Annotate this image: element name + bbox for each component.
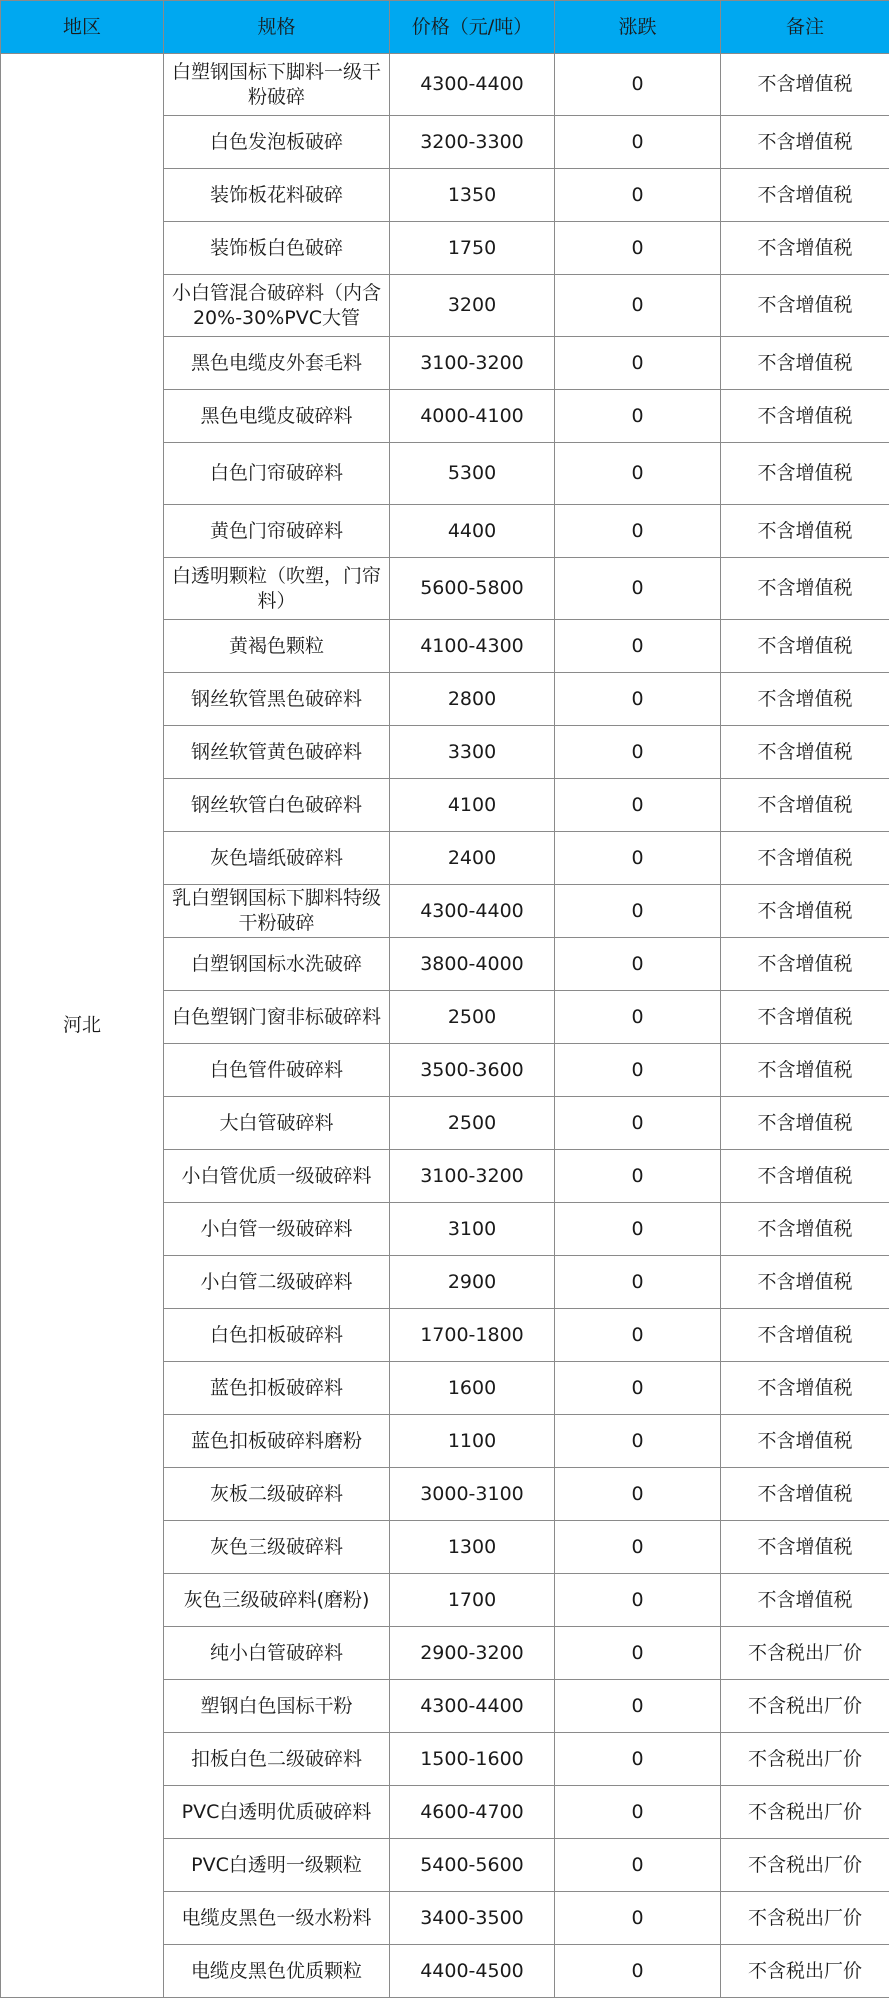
price-cell: 4400 [390, 505, 555, 558]
header-note: 备注 [721, 1, 889, 54]
change-cell: 0 [555, 337, 721, 390]
price-cell: 4400-4500 [390, 1945, 555, 1998]
note-cell: 不含税出厂价 [721, 1892, 889, 1945]
note-cell: 不含增值税 [721, 1362, 889, 1415]
note-cell: 不含增值税 [721, 1044, 889, 1097]
table-body [1, 54, 889, 1998]
change-cell: 0 [555, 116, 721, 169]
price-cell: 3500-3600 [390, 1044, 555, 1097]
note-cell: 不含税出厂价 [721, 1945, 889, 1998]
note-cell: 不含税出厂价 [721, 1786, 889, 1839]
note-cell: 不含税出厂价 [721, 1839, 889, 1892]
change-cell: 0 [555, 505, 721, 558]
spec-cell: 灰板二级破碎料 [164, 1468, 390, 1521]
header-spec: 规格 [164, 1, 390, 54]
price-cell: 2800 [390, 673, 555, 726]
change-cell: 0 [555, 991, 721, 1044]
note-cell: 不含增值税 [721, 726, 889, 779]
spec-cell: 白色管件破碎料 [164, 1044, 390, 1097]
spec-cell: 扣板白色二级破碎料 [164, 1733, 390, 1786]
price-cell: 3200 [390, 275, 555, 337]
note-cell: 不含增值税 [721, 116, 889, 169]
change-cell: 0 [555, 1256, 721, 1309]
change-cell: 0 [555, 169, 721, 222]
spec-cell: 白色发泡板破碎 [164, 116, 390, 169]
price-cell: 5300 [390, 443, 555, 505]
region-cell: 河北 [1, 54, 164, 1998]
change-cell: 0 [555, 938, 721, 991]
price-cell: 2500 [390, 1097, 555, 1150]
change-cell: 0 [555, 443, 721, 505]
note-cell: 不含增值税 [721, 443, 889, 505]
price-cell: 3800-4000 [390, 938, 555, 991]
price-cell: 4300-4400 [390, 1680, 555, 1733]
spec-cell: 黑色电缆皮外套毛料 [164, 337, 390, 390]
change-cell: 0 [555, 1468, 721, 1521]
note-cell: 不含增值税 [721, 54, 889, 116]
change-cell: 0 [555, 222, 721, 275]
spec-cell: 白透明颗粒（吹塑，门帘料） [164, 558, 390, 620]
spec-cell: 白色塑钢门窗非标破碎料 [164, 991, 390, 1044]
spec-cell: 灰色三级破碎料 [164, 1521, 390, 1574]
note-cell: 不含增值税 [721, 1468, 889, 1521]
note-cell: 不含增值税 [721, 885, 889, 938]
change-cell: 0 [555, 1574, 721, 1627]
price-cell: 3100-3200 [390, 337, 555, 390]
change-cell: 0 [555, 54, 721, 116]
note-cell: 不含税出厂价 [721, 1627, 889, 1680]
spec-cell: 小白管二级破碎料 [164, 1256, 390, 1309]
price-cell: 1500-1600 [390, 1733, 555, 1786]
spec-cell: PVC白透明一级颗粒 [164, 1839, 390, 1892]
change-cell: 0 [555, 1097, 721, 1150]
price-cell: 5400-5600 [390, 1839, 555, 1892]
change-cell: 0 [555, 885, 721, 938]
note-cell: 不含增值税 [721, 337, 889, 390]
change-cell: 0 [555, 1150, 721, 1203]
spec-cell: 电缆皮黑色一级水粉料 [164, 1892, 390, 1945]
note-cell: 不含增值税 [721, 991, 889, 1044]
note-cell: 不含增值税 [721, 1574, 889, 1627]
spec-cell: 大白管破碎料 [164, 1097, 390, 1150]
note-cell: 不含增值税 [721, 832, 889, 885]
spec-cell: 白塑钢国标水洗破碎 [164, 938, 390, 991]
spec-cell: PVC白透明优质破碎料 [164, 1786, 390, 1839]
spec-cell: 蓝色扣板破碎料 [164, 1362, 390, 1415]
price-cell: 2900 [390, 1256, 555, 1309]
change-cell: 0 [555, 1680, 721, 1733]
change-cell: 0 [555, 1362, 721, 1415]
change-cell: 0 [555, 390, 721, 443]
change-cell: 0 [555, 673, 721, 726]
price-cell: 1300 [390, 1521, 555, 1574]
spec-cell: 小白管优质一级破碎料 [164, 1150, 390, 1203]
header-change: 涨跌 [555, 1, 721, 54]
spec-cell: 纯小白管破碎料 [164, 1627, 390, 1680]
change-cell: 0 [555, 620, 721, 673]
spec-cell: 小白管混合破碎料（内含20%-30%PVC大管 [164, 275, 390, 337]
note-cell: 不含增值税 [721, 1521, 889, 1574]
spec-cell: 塑钢白色国标干粉 [164, 1680, 390, 1733]
change-cell: 0 [555, 1309, 721, 1362]
price-cell: 2400 [390, 832, 555, 885]
price-cell: 5600-5800 [390, 558, 555, 620]
spec-cell: 乳白塑钢国标下脚料特级干粉破碎 [164, 885, 390, 938]
change-cell: 0 [555, 726, 721, 779]
price-cell: 3100-3200 [390, 1150, 555, 1203]
spec-cell: 蓝色扣板破碎料磨粉 [164, 1415, 390, 1468]
spec-cell: 钢丝软管黄色破碎料 [164, 726, 390, 779]
price-cell: 2500 [390, 991, 555, 1044]
note-cell: 不含增值税 [721, 222, 889, 275]
table-row [1, 54, 889, 116]
spec-cell: 装饰板花料破碎 [164, 169, 390, 222]
note-cell: 不含增值税 [721, 1309, 889, 1362]
note-cell: 不含增值税 [721, 275, 889, 337]
change-cell: 0 [555, 275, 721, 337]
spec-cell: 黄褐色颗粒 [164, 620, 390, 673]
header-row [1, 1, 889, 54]
spec-cell: 灰色三级破碎料(磨粉) [164, 1574, 390, 1627]
change-cell: 0 [555, 1892, 721, 1945]
price-cell: 3100 [390, 1203, 555, 1256]
price-cell: 1100 [390, 1415, 555, 1468]
note-cell: 不含增值税 [721, 558, 889, 620]
note-cell: 不含税出厂价 [721, 1680, 889, 1733]
price-cell: 1750 [390, 222, 555, 275]
note-cell: 不含增值税 [721, 505, 889, 558]
price-cell: 3400-3500 [390, 1892, 555, 1945]
price-cell: 3300 [390, 726, 555, 779]
spec-cell: 电缆皮黑色优质颗粒 [164, 1945, 390, 1998]
change-cell: 0 [555, 1044, 721, 1097]
price-cell: 4600-4700 [390, 1786, 555, 1839]
price-cell: 1700 [390, 1574, 555, 1627]
spec-cell: 钢丝软管白色破碎料 [164, 779, 390, 832]
price-cell: 4100 [390, 779, 555, 832]
price-cell: 3200-3300 [390, 116, 555, 169]
note-cell: 不含税出厂价 [721, 1733, 889, 1786]
change-cell: 0 [555, 832, 721, 885]
note-cell: 不含增值税 [721, 673, 889, 726]
spec-cell: 黑色电缆皮破碎料 [164, 390, 390, 443]
spec-cell: 黄色门帘破碎料 [164, 505, 390, 558]
price-cell: 4300-4400 [390, 54, 555, 116]
note-cell: 不含增值税 [721, 938, 889, 991]
price-cell: 4000-4100 [390, 390, 555, 443]
change-cell: 0 [555, 1521, 721, 1574]
change-cell: 0 [555, 779, 721, 832]
note-cell: 不含增值税 [721, 169, 889, 222]
change-cell: 0 [555, 1203, 721, 1256]
note-cell: 不含增值税 [721, 779, 889, 832]
change-cell: 0 [555, 558, 721, 620]
change-cell: 0 [555, 1627, 721, 1680]
spec-cell: 白色门帘破碎料 [164, 443, 390, 505]
note-cell: 不含增值税 [721, 1256, 889, 1309]
note-cell: 不含增值税 [721, 390, 889, 443]
header-price: 价格（元/吨） [390, 1, 555, 54]
change-cell: 0 [555, 1786, 721, 1839]
note-cell: 不含增值税 [721, 620, 889, 673]
price-cell: 1600 [390, 1362, 555, 1415]
note-cell: 不含增值税 [721, 1203, 889, 1256]
spec-cell: 装饰板白色破碎 [164, 222, 390, 275]
spec-cell: 小白管一级破碎料 [164, 1203, 390, 1256]
price-cell: 4100-4300 [390, 620, 555, 673]
spec-cell: 白色扣板破碎料 [164, 1309, 390, 1362]
table-header [1, 1, 889, 54]
price-cell: 4300-4400 [390, 885, 555, 938]
change-cell: 0 [555, 1415, 721, 1468]
spec-cell: 灰色墙纸破碎料 [164, 832, 390, 885]
change-cell: 0 [555, 1733, 721, 1786]
note-cell: 不含增值税 [721, 1150, 889, 1203]
price-cell: 1350 [390, 169, 555, 222]
header-region: 地区 [1, 1, 164, 54]
price-cell: 1700-1800 [390, 1309, 555, 1362]
spec-cell: 钢丝软管黑色破碎料 [164, 673, 390, 726]
spec-cell: 白塑钢国标下脚料一级干粉破碎 [164, 54, 390, 116]
price-cell: 2900-3200 [390, 1627, 555, 1680]
note-cell: 不含增值税 [721, 1097, 889, 1150]
note-cell: 不含增值税 [721, 1415, 889, 1468]
change-cell: 0 [555, 1945, 721, 1998]
price-cell: 3000-3100 [390, 1468, 555, 1521]
change-cell: 0 [555, 1839, 721, 1892]
